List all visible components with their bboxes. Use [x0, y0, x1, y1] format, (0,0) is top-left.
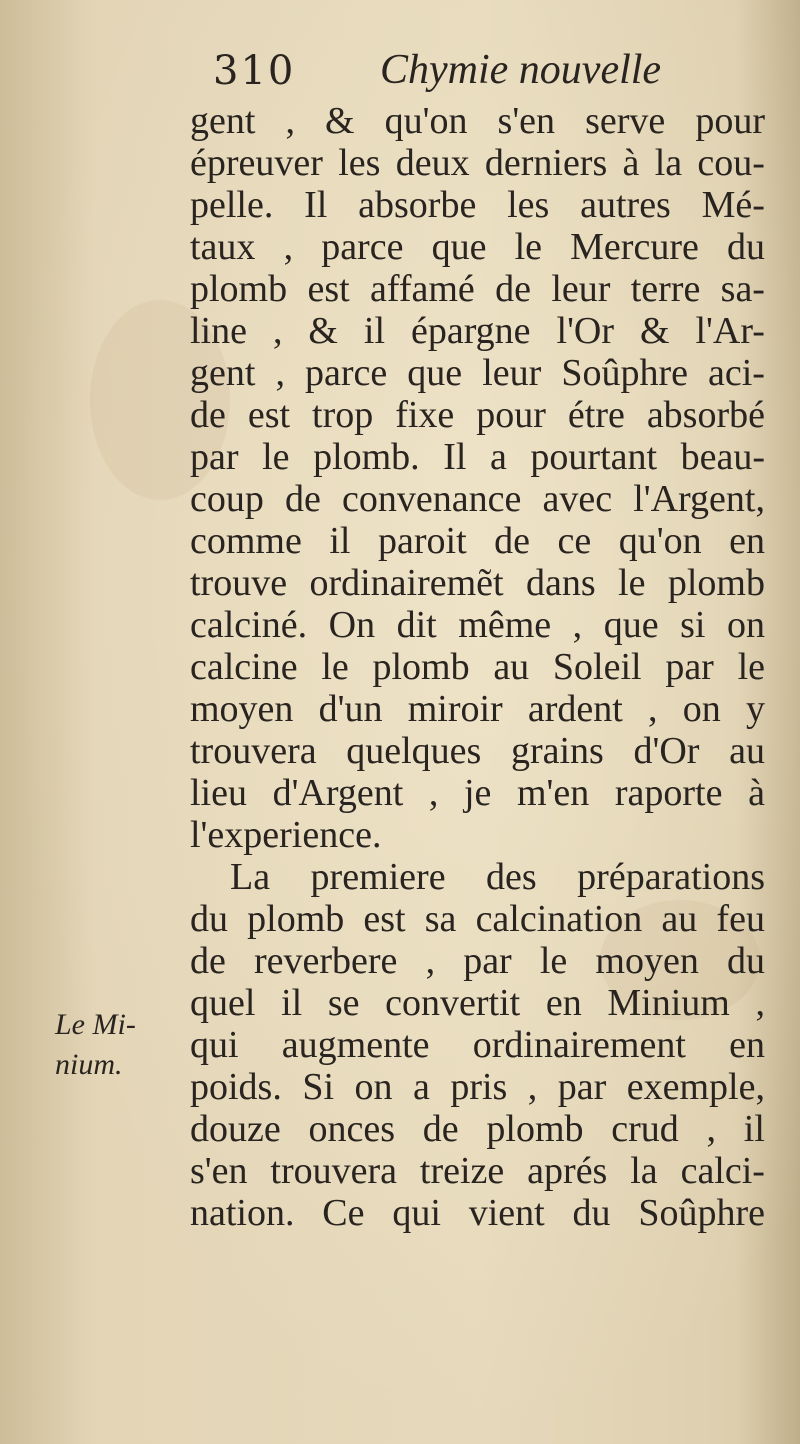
text-line: douze onces de plomb crud , il: [190, 1108, 765, 1150]
text-line: calcine le plomb au Soleil par le: [190, 646, 765, 688]
text-line: de est trop fixe pour étre absorbé: [190, 394, 765, 436]
text-line: taux , parce que le Mercure du: [190, 226, 765, 268]
text-line: de reverbere , par le moyen du: [190, 940, 765, 982]
text-line: line , & il épargne l'Or & l'Ar-: [190, 310, 765, 352]
text-line: comme il paroit de ce qu'on en: [190, 520, 765, 562]
text-line: s'en trouvera treize aprés la calci-: [190, 1150, 765, 1192]
text-line: plomb est affamé de leur terre sa-: [190, 268, 765, 310]
margin-note-line: nium.: [55, 1048, 123, 1081]
running-title: Chymie nouvelle: [380, 47, 662, 93]
text-line: trouvera quelques grains d'Or au: [190, 730, 765, 772]
text-line: nation. Ce qui vient du Soûphre: [190, 1192, 765, 1234]
margin-note: [55, 1005, 175, 1085]
text-line: La premiere des préparations: [230, 856, 765, 898]
text-line: du plomb est sa calcination au feu: [190, 898, 765, 940]
text-line: calciné. On dit même , que si on: [190, 604, 765, 646]
text-line: quel il se convertit en Minium ,: [190, 982, 765, 1024]
text-line: pelle. Il absorbe les autres Mé-: [190, 184, 765, 226]
text-line: poids. Si on a pris , par exemple,: [190, 1066, 765, 1108]
page-number: 310: [213, 48, 296, 94]
page-header: [205, 42, 765, 102]
text-line: par le plomb. Il a pourtant beau-: [190, 436, 765, 478]
text-line: l'experience.: [190, 814, 382, 856]
text-line: gent , & qu'on s'en serve pour: [190, 100, 765, 142]
margin-note-line: Le Mi-: [55, 1008, 136, 1041]
text-line: trouve ordinairemẽt dans le plomb: [190, 562, 765, 604]
body-text: [190, 100, 765, 1234]
text-line: qui augmente ordinairement en: [190, 1024, 765, 1066]
text-line: gent , parce que leur Soûphre aci-: [190, 352, 765, 394]
text-line: lieu d'Argent , je m'en raporte à: [190, 772, 765, 814]
text-line: coup de convenance avec l'Argent,: [190, 478, 765, 520]
text-line: épreuver les deux derniers à la cou-: [190, 142, 765, 184]
text-line: moyen d'un miroir ardent , on y: [190, 688, 765, 730]
